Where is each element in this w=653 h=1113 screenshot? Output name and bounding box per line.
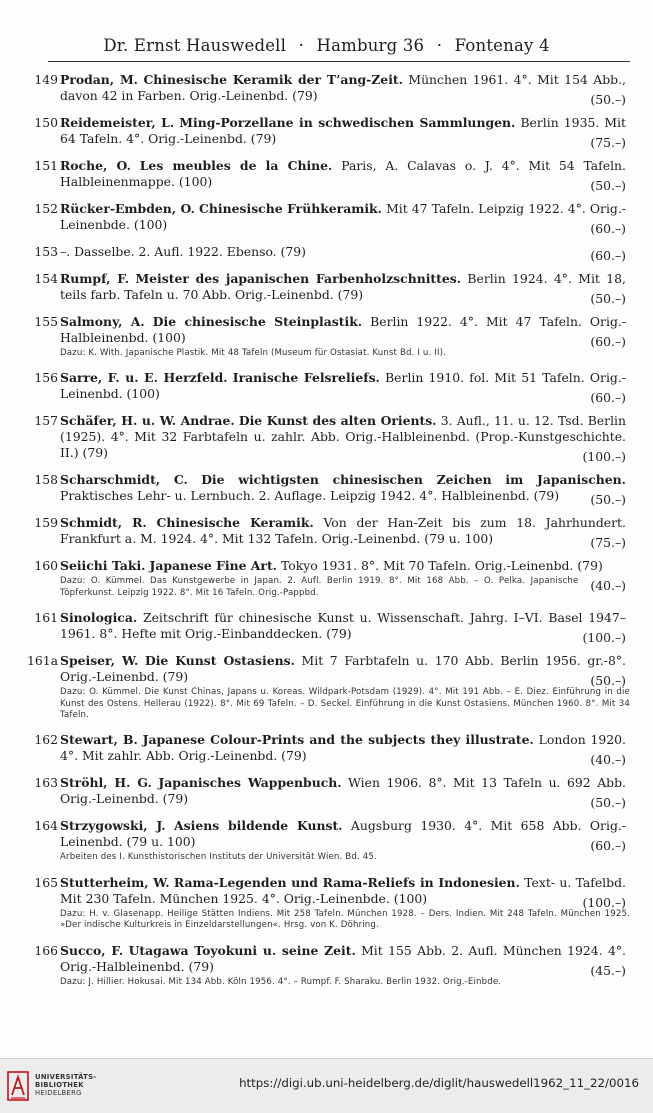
entry-text: Berlin 1935. Mit 64 Tafeln. 4°. Orig.-Leinenbd. (79)	[60, 115, 626, 146]
entry-number: 166	[34, 942, 58, 958]
entry-number: 164	[34, 818, 58, 834]
entry-text: Augsburg 1930. 4°. Mit 658 Abb. Orig.-Leinenbd. (79 u. 100)	[60, 818, 626, 850]
entry-author: Schmidt, R.	[60, 515, 147, 531]
entry-author: Scharschmidt, C.	[60, 472, 188, 488]
entry-price: (50.–)	[590, 178, 626, 193]
separator-dot: ·	[298, 36, 305, 55]
entry-price: (50.–)	[590, 92, 626, 107]
catalogue-entry	[18, 943, 630, 988]
entry-price: (45.–)	[590, 962, 626, 978]
entry-body	[60, 472, 630, 508]
permalink-url[interactable]: https://digi.ub.uni-heidelberg.de/diglit/hauswedell1962_11_22/0016	[239, 1076, 639, 1090]
entry-body	[60, 244, 630, 263]
entry-price: (60.–)	[590, 334, 626, 349]
entry-text: Mit 7 Farbtafeln u. 170 Abb. Berlin 1956. gr.-8°. Orig.-Leinenbd. (79)	[60, 653, 626, 685]
entry-number: 163	[34, 775, 58, 791]
entry-number: 154	[34, 271, 58, 286]
entry-author: Prodan, M.	[60, 72, 138, 87]
entry-note: Dazu: O. Kümmel. Das Kunstgewerbe in Japan. 2. Aufl. Berlin 1919. 8°. Mit 168 Abb. – O. Pelka. Japanische Töpferkunst. Leipzig 1922. 8°. Mit 16 Tafeln. Orig.-Pappbd.	[60, 576, 579, 598]
entry-text: Berlin 1910. fol. Mit 51 Tafeln. Orig.-Leinenbd. (100)	[60, 370, 626, 402]
separator-dot: ·	[436, 36, 443, 55]
header-rule	[48, 61, 630, 62]
entry-title: Chinesische Keramik der T’ang-Zeit.	[143, 72, 403, 87]
entry-text: London 1920. 4°. Mit zahlr. Abb. Orig.-Leinenbd. (79)	[60, 732, 626, 764]
entry-body	[60, 515, 630, 551]
entry-body	[60, 115, 630, 150]
catalogue-entry	[18, 732, 630, 768]
catalogue-entry	[18, 515, 630, 551]
entry-text: Wien 1906. 8°. Mit 13 Tafeln u. 692 Abb. Orig.-Leinenbd. (79)	[60, 775, 626, 807]
catalogue-entry	[18, 472, 630, 508]
entry-body	[60, 370, 630, 406]
entry-title: Japanese Fine Art.	[149, 558, 277, 574]
entry-body	[60, 314, 630, 349]
viewer-footer	[0, 1058, 653, 1113]
entry-number: 149	[34, 72, 58, 87]
catalogue-entry	[18, 201, 630, 236]
entry-text: Praktisches Lehr- u. Lernbuch. 2. Auflage. Leipzig 1942. 4°. Halbleinenbd. (79)	[60, 488, 560, 504]
entry-price: (50.–)	[590, 795, 626, 811]
entry-price: (50.–)	[590, 291, 626, 306]
entry-author: Speiser, W.	[60, 653, 139, 669]
entry-text: Zeitschrift für chinesische Kunst u. Wissenschaft. Jahrg. I–VI. Basel 1947–1961. 8°. Hefte mit Orig.-Einbanddecken. (79)	[60, 610, 626, 642]
catalogue-entry	[18, 72, 630, 107]
dealer-phone: Fontenay 4	[454, 36, 550, 55]
entry-text: 3. Aufl., 11. u. 12. Tsd. Berlin (1925). 4°. Mit 32 Farbtafeln u. zahlr. Abb. Orig.-Halbleinenbd. (Prop.-Kunstgeschichte. II.) (79)	[60, 413, 626, 461]
entry-number: 151	[34, 158, 58, 173]
entry-body	[60, 72, 630, 107]
entry-author: Salmony, A.	[60, 314, 145, 329]
entry-author: Sinologica.	[60, 610, 138, 626]
dealer-name: Dr. Ernst Hauswedell	[103, 36, 287, 55]
entry-text: Mit 155 Abb. 2. Aufl. München 1924. 4°. Orig.-Halbleinenbd. (79)	[60, 942, 626, 974]
entry-title: Meister des japanischen Farbenholzschnittes.	[135, 271, 462, 286]
catalogue-entry	[18, 158, 630, 193]
catalogue-entry	[18, 610, 630, 646]
entry-number: 157	[34, 413, 58, 429]
entry-title: Utagawa Toyokuni u. seine Zeit.	[128, 942, 356, 958]
entry-title: Les meubles de la Chine.	[139, 158, 333, 173]
entry-body	[60, 818, 630, 854]
entry-price: (50.–)	[590, 673, 626, 689]
entry-note: Dazu: J. Hillier. Hokusai. Mit 134 Abb. Köln 1956. 4°. – Rumpf. F. Sharaku. Berlin 1932. Orig.-Einbde.	[60, 976, 502, 987]
entry-text: Text- u. Tafelbd. Mit 230 Tafeln. München 1925. 4°. Orig.-Leinenbde. (100)	[60, 874, 626, 906]
entry-number: 153	[34, 244, 58, 259]
entry-text: Von der Han-Zeit bis zum 18. Jahrhundert. Frankfurt a. M. 1924. 4°. Mit 132 Tafeln. Orig.-Leinenbd. (79 u. 100)	[60, 515, 626, 547]
entry-price: (100.–)	[582, 894, 626, 910]
entry-number: 160	[34, 558, 58, 574]
entry-price: (100.–)	[582, 630, 626, 646]
entry-title: Iranische Felsreliefs.	[232, 370, 380, 386]
entry-author: Strzygowski, J.	[60, 818, 166, 834]
entry-body	[60, 653, 630, 689]
entry-price: (100.–)	[582, 449, 626, 465]
entry-text: München 1961. 4°. Mit 154 Abb., davon 42 in Farben. Orig.-Leinenbd. (79)	[60, 72, 626, 103]
entry-number: 158	[34, 472, 58, 488]
catalogue-entry	[18, 370, 630, 406]
entry-note: Arbeiten des I. Kunsthistorischen Instituts der Universität Wien. Bd. 45.	[60, 852, 377, 863]
entry-body	[60, 775, 630, 811]
entry-note: Dazu: H. v. Glasenapp. Heilige Stätten Indiens. Mit 258 Tafeln. München 1928. – Ders. Indien. Mit 248 Tafeln. München 1925. »Der indische Kulturkreis in Einzeldarstellungen«. Hrsg. von K. Döhring.	[60, 908, 630, 931]
catalogue-entry	[18, 558, 630, 599]
page-header	[0, 36, 653, 55]
entry-number: 156	[34, 370, 58, 386]
entry-number: 155	[34, 314, 58, 329]
entry-title: Die Kunst Ostasiens.	[144, 653, 295, 669]
entry-number: 152	[34, 201, 58, 216]
entry-number: 161a	[26, 653, 58, 669]
entry-text: Berlin 1924. 4°. Mit 18, teils farb. Tafeln u. 70 Abb. Orig.-Leinenbd. (79)	[60, 271, 626, 302]
entry-price: (60.–)	[590, 390, 626, 406]
catalogue-entry	[18, 818, 630, 863]
entry-number: 162	[34, 732, 58, 748]
entry-author: Roche, O.	[60, 158, 131, 173]
entry-body	[60, 201, 630, 236]
entry-author: Rumpf, F.	[60, 271, 130, 286]
entry-author: Succo, F.	[60, 942, 124, 958]
entry-author: Seiichi Taki.	[60, 558, 146, 574]
catalogue-entry	[18, 653, 630, 721]
entry-body	[60, 874, 630, 910]
entry-number: 161	[34, 610, 58, 626]
entry-title: Chinesische Frühkeramik.	[199, 201, 382, 216]
entry-price: (40.–)	[590, 752, 626, 768]
entry-body	[60, 942, 630, 978]
entry-price: (60.–)	[590, 248, 626, 263]
entry-body	[60, 271, 630, 306]
entry-price: (75.–)	[590, 535, 626, 551]
catalogue-entry	[18, 115, 630, 150]
entry-number: 159	[34, 515, 58, 531]
entry-author: Stutterheim, W.	[60, 874, 170, 890]
entry-number: 165	[34, 874, 58, 890]
entry-author: Sarre, F. u. E. Herzfeld.	[60, 370, 228, 386]
entry-author: Schäfer, H. u. W. Andrae.	[60, 413, 235, 429]
entry-price: (60.–)	[590, 221, 626, 236]
entry-author: Reidemeister, L.	[60, 115, 175, 130]
entry-title: Rama-Legenden und Rama-Reliefs in Indonesien.	[173, 874, 520, 890]
entry-note: Dazu: K. With. Japanische Plastik. Mit 48 Tafeln (Museum für Ostasiat. Kunst Bd. I u. II).	[60, 348, 447, 358]
entry-title: Chinesische Keramik.	[156, 515, 314, 531]
entry-title: Japanese Colour-Prints and the subjects they illustrate.	[142, 732, 534, 748]
entry-author: Stewart, B.	[60, 732, 138, 748]
catalogue-entry	[18, 314, 630, 359]
entry-author: Rücker-Embden, O.	[60, 201, 195, 216]
catalogue-entry	[18, 413, 630, 465]
entry-text: –. Dasselbe. 2. Aufl. 1922. Ebenso. (79)	[60, 244, 306, 259]
entry-price: (40.–)	[590, 578, 626, 594]
catalogue-entry	[18, 244, 630, 263]
entry-text: Paris, A. Calavas o. J. 4°. Mit 54 Tafeln. Halbleinenmappe. (100)	[60, 158, 626, 189]
entry-title: Die Kunst des alten Orients.	[238, 413, 437, 429]
entry-number: 150	[34, 115, 58, 130]
university-library-logo-icon	[7, 1071, 29, 1101]
catalogue-entries	[18, 72, 630, 999]
entry-title: Asiens bildende Kunst.	[174, 818, 343, 834]
entry-text: Tokyo 1931. 8°. Mit 70 Tafeln. Orig.-Leinenbd. (79)	[280, 558, 603, 574]
entry-body	[60, 158, 630, 193]
entry-author: Ströhl, H. G.	[60, 775, 152, 791]
catalogue-entry	[18, 271, 630, 306]
entry-note: Dazu: O. Kümmel. Die Kunst Chinas, Japans u. Koreas. Wildpark-Potsdam (1929). 4°. Mit 191 Abb. – E. Diez. Einführung in die Kunst des Ostens. Hellerau (1922). 8°. Mit 69 Tafeln. – D. Seckel. Einführung in die Kunst Ostasiens. München 1960. 8°. Mit 34 Tafeln.	[60, 687, 630, 721]
entry-title: Die chinesische Steinplastik.	[152, 314, 363, 329]
catalogue-entry	[18, 775, 630, 811]
entry-title: Die wichtigsten chinesischen Zeichen im Japanischen.	[201, 472, 626, 488]
dealer-city: Hamburg 36	[316, 36, 425, 55]
catalogue-entry	[18, 875, 630, 932]
entry-price: (75.–)	[590, 135, 626, 150]
entry-title: Japanisches Wappenbuch.	[158, 775, 342, 791]
library-name: UNIVERSITÄTS- BIBLIOTHEK HEIDELBERG	[35, 1073, 97, 1097]
entry-price: (50.–)	[590, 492, 626, 508]
entry-text: Berlin 1922. 4°. Mit 47 Tafeln. Orig.-Halbleinenbd. (100)	[60, 314, 627, 345]
entry-price: (60.–)	[590, 838, 626, 854]
entry-body	[60, 610, 630, 646]
entry-title: Ming-Porzellane in schwedischen Sammlungen.	[179, 115, 516, 130]
entry-body	[60, 413, 630, 465]
entry-text: Mit 47 Tafeln. Leipzig 1922. 4°. Orig.-Leinenbde. (100)	[60, 201, 626, 232]
entry-body	[60, 732, 630, 768]
